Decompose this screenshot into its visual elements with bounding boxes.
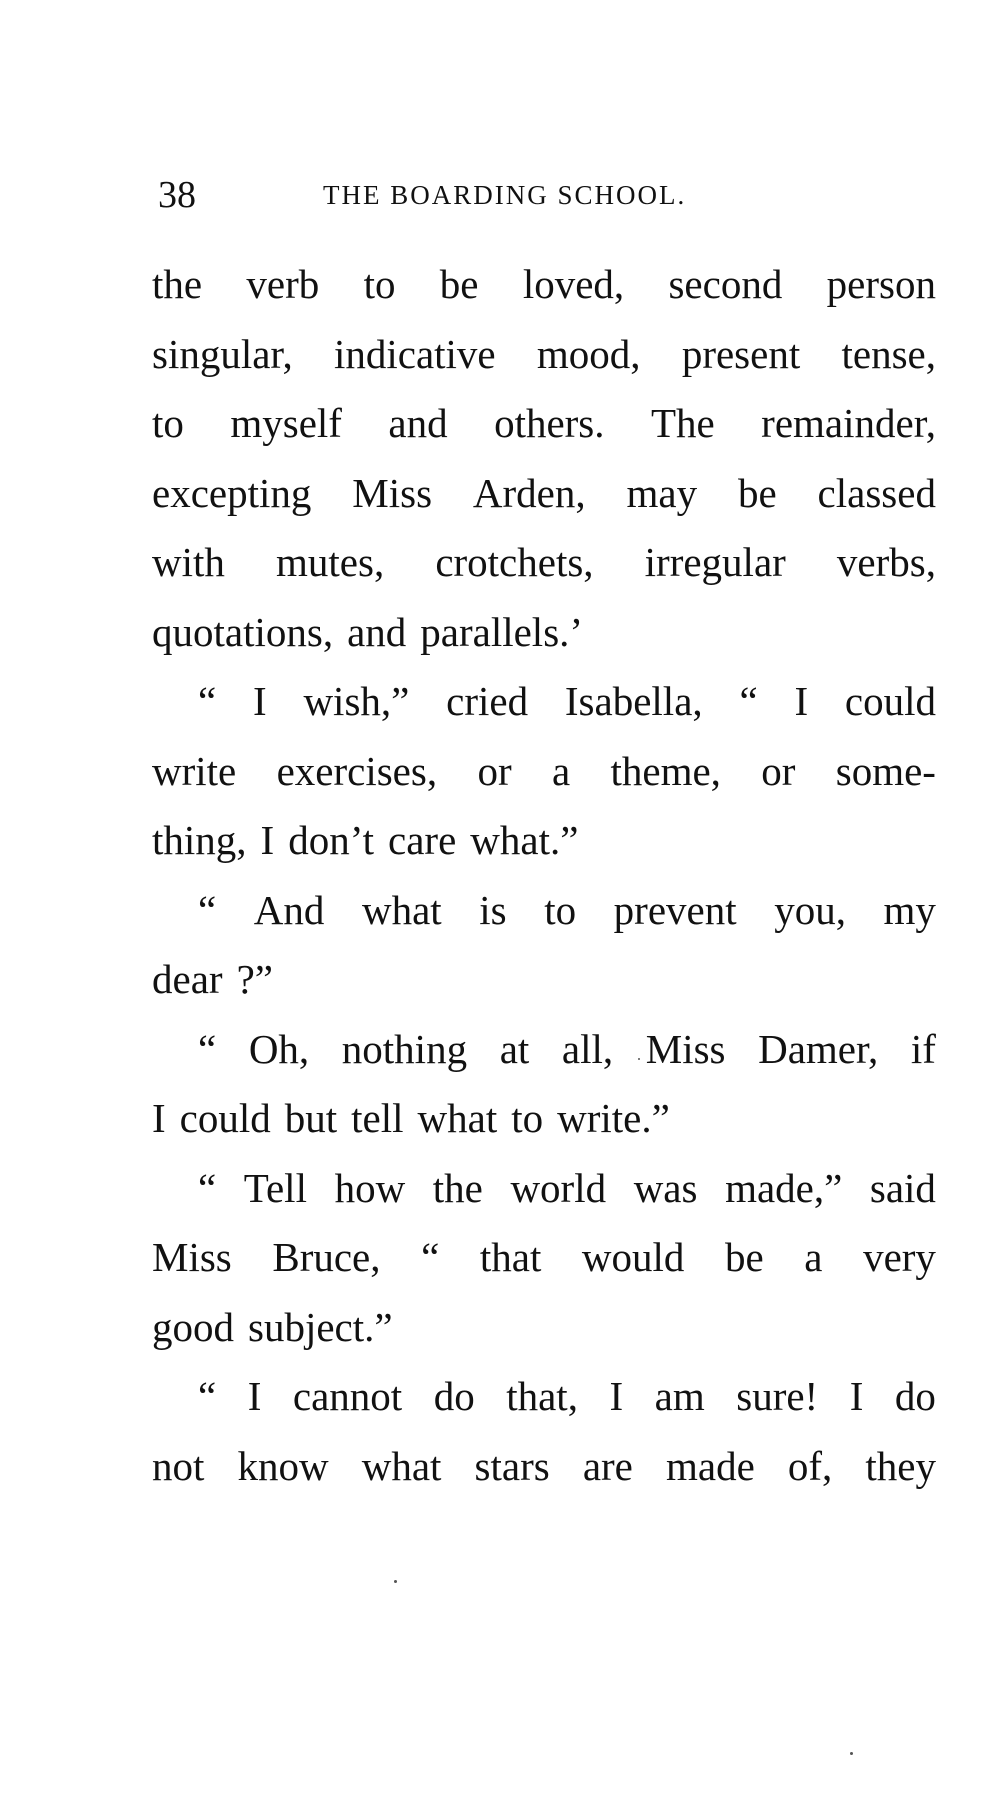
text-line: “ Tell how the world was made,” said [198, 1164, 936, 1211]
text-line: thing, I don’t care what.” [152, 817, 579, 863]
text-line: to myself and others. The remainder, [152, 400, 936, 446]
text-line: Miss Bruce, “ that would be a very [152, 1234, 936, 1280]
text-line: quotations, and parallels.’ [152, 608, 584, 655]
text-line: dear ?” [152, 956, 273, 1002]
text-line: “ I wish,” cried Isabella, “ I could [198, 678, 936, 724]
paper-speck [394, 1580, 397, 1583]
text-line: the verb to be loved, second person [152, 261, 936, 307]
paper-speck [638, 1058, 640, 1060]
paper-speck [850, 1752, 853, 1755]
text-line: “ I cannot do that, I am sure! I do [198, 1373, 936, 1419]
text-line: I could but tell what to write.” [152, 1095, 670, 1141]
text-line: good subject.” [152, 1303, 393, 1350]
page-number: 38 [158, 174, 196, 216]
text-line: write exercises, or a theme, or some- [152, 747, 936, 794]
text-line: “ Oh, nothing at all, Miss Damer, if [198, 1025, 936, 1072]
text-line: “ And what is to prevent you, my [198, 886, 936, 933]
text-line: not know what stars are made of, they [152, 1442, 936, 1489]
running-head [158, 170, 938, 220]
body-text [152, 250, 936, 1501]
text-line: excepting Miss Arden, may be classed [152, 469, 936, 516]
running-title: THE BOARDING SCHOOL. [323, 180, 687, 210]
text-line: with mutes, crotchets, irregular verbs, [152, 539, 936, 585]
text-line: singular, indicative mood, present tense, [152, 330, 936, 377]
